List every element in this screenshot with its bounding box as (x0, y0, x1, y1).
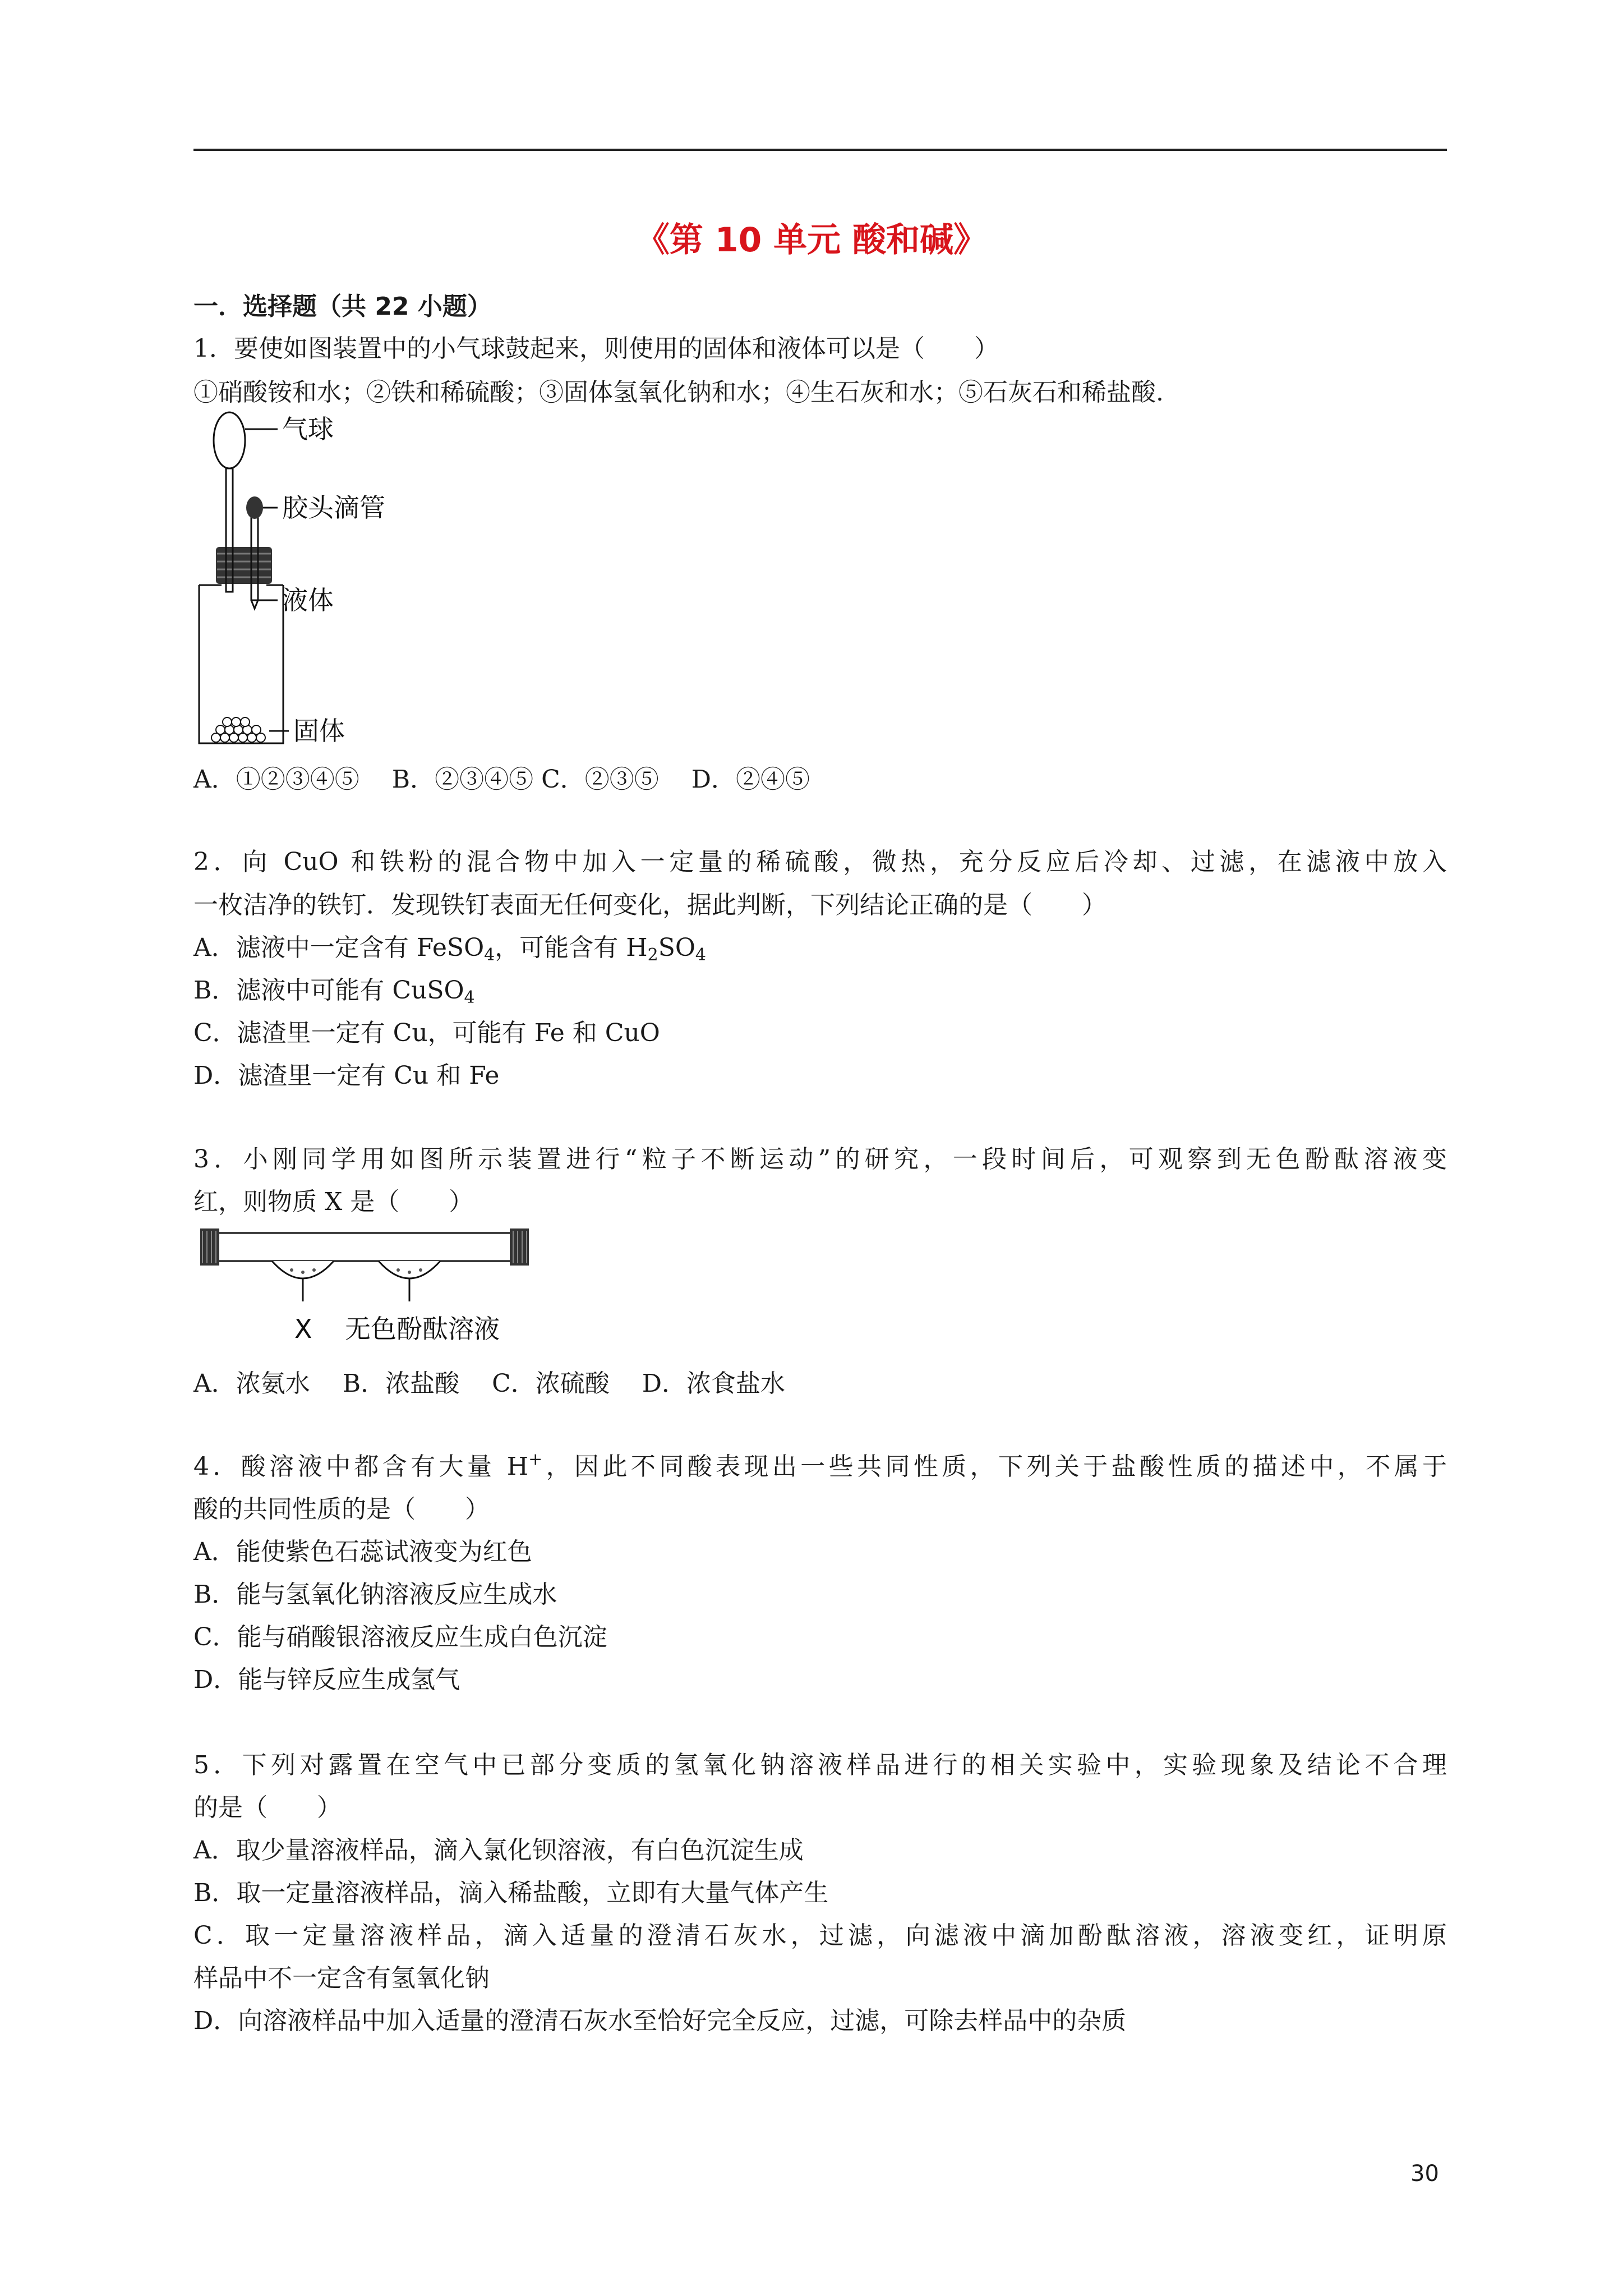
q5-option-c-line1: C．取一定量溶液样品，滴入适量的澄清石灰水，过滤，向滤液中滴加酚酞溶液，溶液变红，证明原 (193, 1921, 1447, 1950)
q1-options: A．①②③④⑤ B．②③④⑤ C．②③⑤ D．②④⑤ (193, 765, 810, 794)
q4-option-c: C．能与硝酸银溶液反应生成白色沉淀 (193, 1623, 607, 1651)
q5-option-d: D．向溶液样品中加入适量的澄清石灰水至恰好完全反应，过滤，可除去样品中的杂质 (193, 2007, 1127, 2035)
balloon-label: 气球 (282, 414, 334, 444)
stopper (216, 547, 272, 584)
q5-stem-line1: 5．下列对露置在空气中已部分变质的氢氧化钠溶液样品进行的相关实验中，实验现象及结论不合理 (193, 1751, 1447, 1779)
q2-option-d: D．滤渣里一定有 Cu 和 Fe (193, 1061, 500, 1090)
dropper-label: 胶头滴管 (282, 493, 385, 523)
q3-options: A．浓氨水 B．浓盐酸 C．浓硫酸 D．浓食盐水 (193, 1369, 786, 1398)
q5-option-c-line2: 样品中不一定含有氢氧化钠 (193, 1964, 490, 1993)
q3-tube-figure (193, 1223, 552, 1355)
q3-stem-line2: 红，则物质 X 是（ ） (193, 1188, 474, 1216)
q4-option-b: B．能与氢氧化钠溶液反应生成水 (193, 1580, 557, 1609)
liquid-label: 液体 (282, 585, 334, 615)
q5-stem-line2: 的是（ ） (193, 1793, 342, 1822)
q5-option-a: A．取少量溶液样品，滴入氯化钡溶液，有白色沉淀生成 (193, 1836, 804, 1865)
dish-x (272, 1261, 334, 1278)
glass-tube (216, 1233, 513, 1261)
q2-option-b: B．滤液中可能有 CuSO$_4$ (193, 976, 475, 1007)
page-title: 《第 10 单元 酸和碱》 (635, 220, 988, 260)
q2-stem-line1: 2．向 CuO 和铁粉的混合物中加入一定量的稀硫酸，微热，充分反应后冷却、过滤，在滤液中放入 (193, 848, 1447, 876)
q4-option-a: A．能使紫色石蕊试液变为红色 (193, 1538, 532, 1566)
q1-apparatus-figure (193, 407, 451, 752)
q4-option-d: D．能与锌反应生成氢气 (193, 1665, 460, 1694)
header-rule (193, 149, 1447, 151)
x-label: X (294, 1314, 312, 1344)
q2-stem-line2: 一枚洁净的铁钉．发现铁钉表面无任何变化，据此判断，下列结论正确的是（ ） (193, 891, 1106, 919)
dish-phenol (379, 1261, 440, 1278)
q5-option-b: B．取一定量溶液样品，滴入稀盐酸，立即有大量气体产生 (193, 1879, 829, 1907)
q2-option-a: A．滤液中一定含有 FeSO$_4$，可能含有 $H_2SO_4$ (193, 933, 706, 965)
q1-items: ①硝酸铵和水；②铁和稀硫酸；③固体氢氧化钠和水；④生石灰和水；⑤石灰石和稀盐酸. (193, 378, 1164, 407)
q1-stem: 1．要使如图装置中的小气球鼓起来，则使用的固体和液体可以是（ ） (193, 334, 999, 363)
section-heading: 一．选择题（共 22 小题） (193, 292, 492, 321)
balloon (214, 412, 245, 468)
q4-stem-line2: 酸的共同性质的是（ ） (193, 1495, 490, 1524)
q3-stem-line1: 3．小刚同学用如图所示装置进行“粒子不断运动”的研究，一段时间后，可观察到无色酚酞溶液变 (193, 1145, 1447, 1174)
q2-option-c: C．滤渣里一定有 Cu，可能有 Fe 和 CuO (193, 1019, 660, 1047)
solid-label: 固体 (293, 716, 345, 746)
q4-stem-line1: 4．酸溶液中都含有大量 H+，因此不同酸表现出一些共同性质，下列关于盐酸性质的描述中，不属于 (193, 1450, 1447, 1481)
solid-pile (211, 717, 265, 742)
page-number: 30 (1410, 2161, 1439, 2187)
phenol-label: 无色酚酞溶液 (345, 1314, 500, 1344)
